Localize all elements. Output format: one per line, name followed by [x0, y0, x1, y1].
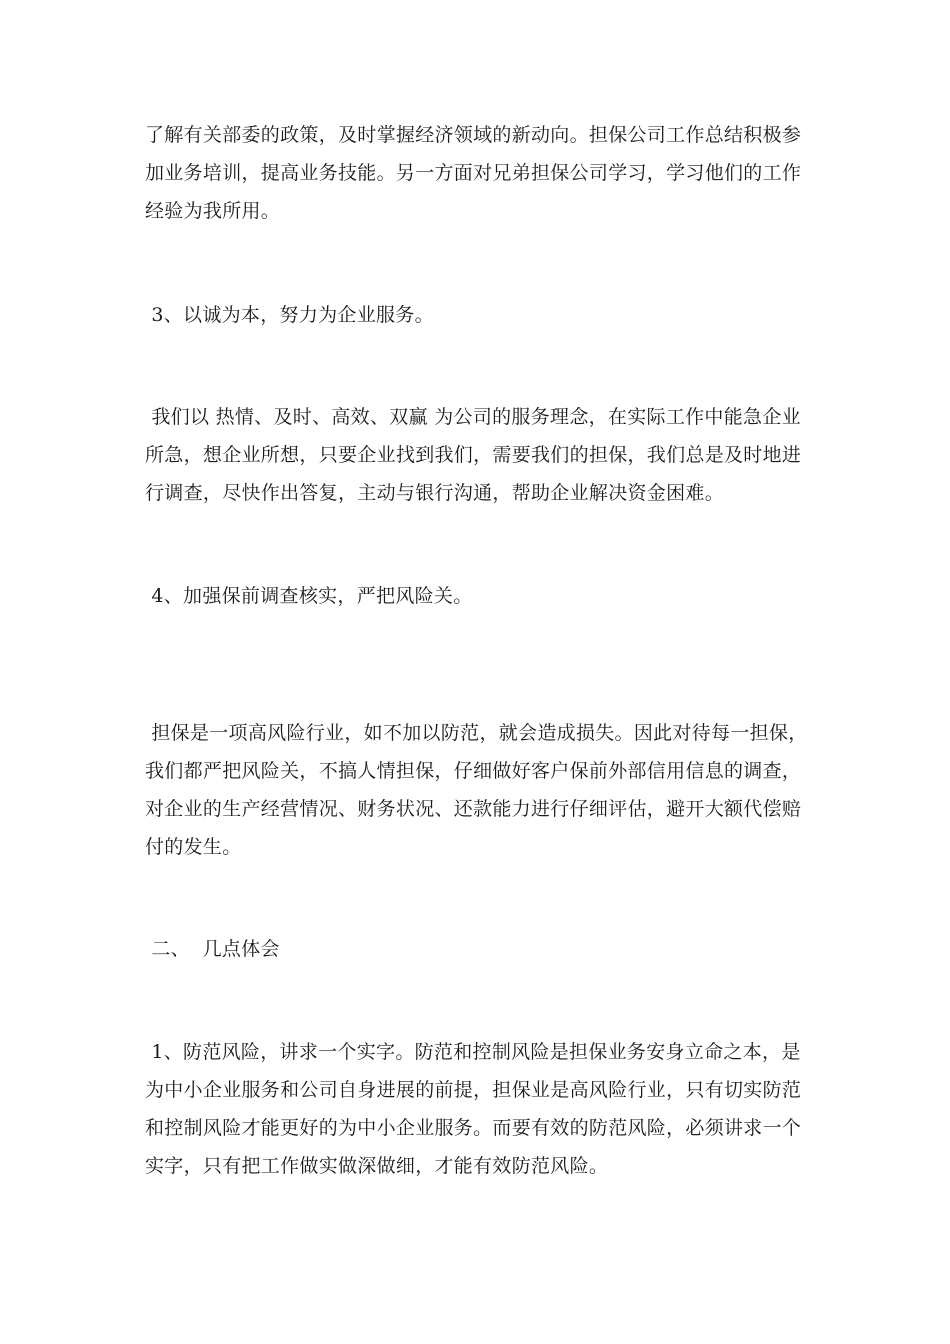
paragraph-line: 我们以 热情、及时、高效、双赢 为公司的服务理念，在实际工作中能急企业	[145, 406, 801, 428]
paragraph-line: 1、防范风险，讲求一个实字。防范和控制风险是担保业务安身立命之本，是	[145, 1041, 801, 1063]
paragraph-line: 行调查，尽快作出答复，主动与银行沟通，帮助企业解决资金困难。	[145, 482, 725, 504]
paragraph-line: 付的发生。	[145, 836, 242, 858]
paragraph-line: 我们都严把风险关，不搞人情担保，仔细做好客户保前外部信用信息的调查，	[145, 760, 802, 782]
section-heading: 3、以诚为本，努力为企业服务。	[145, 304, 434, 326]
paragraph-line: 加业务培训，提高业务技能。另一方面对兄弟担保公司学习，学习他们的工作	[145, 162, 802, 184]
paragraph-line: 对企业的生产经营情况、财务状况、还款能力进行仔细评估，避开大额代偿赔	[145, 798, 802, 820]
paragraph-line: 和控制风险才能更好的为中小企业服务。而要有效的防范风险，必须讲求一个	[145, 1117, 802, 1139]
paragraph-line: 所急，想企业所想，只要企业找到我们，需要我们的担保，我们总是及时地进	[145, 444, 802, 466]
paragraph-line: 实字，只有把工作做实做深做细，才能有效防范风险。	[145, 1155, 609, 1177]
section-heading: 二、 几点体会	[145, 938, 280, 960]
paragraph-line: 经验为我所用。	[145, 200, 281, 222]
paragraph-line: 为中小企业服务和公司自身进展的前提，担保业是高风险行业，只有切实防范	[145, 1079, 802, 1101]
paragraph-line: 担保是一项高风险行业，如不加以防范，就会造成损失。因此对待每一担保，	[145, 722, 808, 744]
section-heading: 4、加强保前调查核实，严把风险关。	[145, 585, 473, 607]
paragraph-line: 了解有关部委的政策，及时掌握经济领域的新动向。担保公司工作总结积极参	[145, 124, 802, 146]
